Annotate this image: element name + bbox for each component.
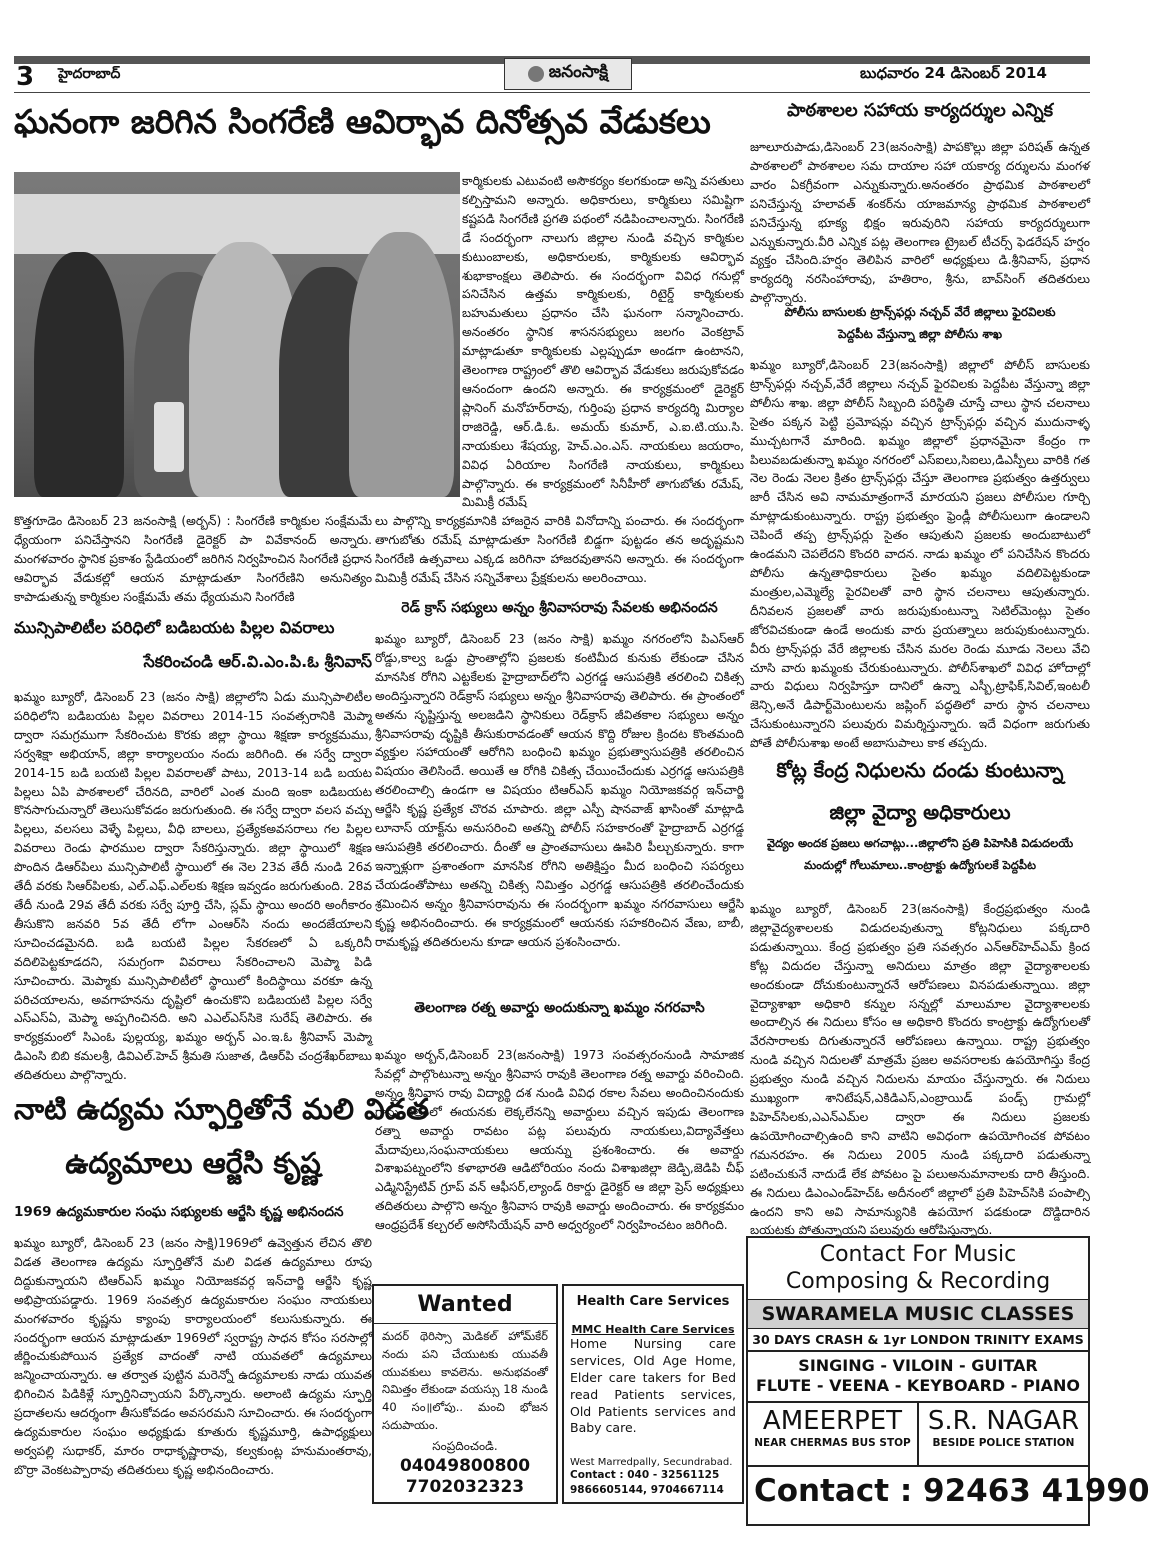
music-ad-line-1: Contact For Music <box>819 1242 1017 1267</box>
music-ad-instruments-1: SINGING - VILOIN - GUITAR <box>798 1355 1038 1375</box>
photo-person-1 <box>34 252 124 497</box>
municipal-headline-1: మున్సిపాలిటీల పరిధిలో బడిబయట పిల్లల వివరాలు <box>14 618 335 637</box>
hospital-subheadline-2: మందుల్లో గోలుమాలు..కాంట్రాక్టు ఉద్యోగులకే పెద్దపీట <box>803 858 1036 872</box>
wanted-ad-title: Wanted <box>417 1292 513 1317</box>
masthead-title: జనంసాక్షి <box>548 62 609 82</box>
police-headline-2: పెద్దపీట వేస్తున్నా జిల్లా పోలీసు శాఖ <box>837 327 1003 341</box>
municipal-headline-2: సేకరించండి ఆర్.వి.ఎం.పి.ఓ శ్రీనివాస్ <box>143 652 372 671</box>
police-story-body: ఖమ్మం బ్యూరో,డిసెంబర్ 23(జనంసాక్షి) జిల్లాలో పోలీస్ బాసులకు ట్రాన్స్‌ఫర్లు నచ్చవ్,వేరే జిల్లాలు నచ్చవ్ ఫైరవిలకు పెద్దపీట వేస్తున్నా జిల్లా పోలీసు శాఖ. జిల్లా పోలీస్ సిబ్బంది పరిస్థితి చూస్తే చాలు స్థాన చలనాలు సైతం పక్కన పెట్టి ప్రమోషన్లు వచ్చిన ట్రాన్స్‌ఫర్లు వచ్చిన ముదునాళ్ళ ముచ్చటగానే మారింది. ఖమ్మం జిల్లాలో ప్రధానమైనా కేంద్రం గా పిలువబడుతున్నా ఖమ్మం నగరంలో ఎస్ఐలు,సిఐలు,డిఎస్పీలు వారికి గత నెల రెండు నెలల క్రితం ట్రాన్స్‌ఫర్లు చేస్తూ తెలంగాణ ప్రభుత్వం ఉత్తర్వులు జారీ చేసిన అవి నామమాత్రంగానే మారయని ప్రజలు పోలీసుల గూర్చి మాట్లాడుకుంటున్నారు. రాష్ట్ర ప్రభుత్వం ఫ్రెండ్లీ పోలీసులుగా ఉండాలని చెపిందే తప్ప ట్రాన్స్‌ఫర్లు సైతం ఆపుతుని ప్రజలకు అందుబాటులో ఉండమని చెపలేదని కొందరి వాదన. నాడు ఖమ్మం లో పనిచేసిన కొందరు పోలీసు ఉన్నతాధికారులు సైతం ఖమ్మం వదిలిపెట్టకుండా మంత్రుల,ఎమ్మెల్యే పైరవిలతో వారి స్థాన చలనాలు ఆపుతున్నారు. దీనివలన ప్రజలతో వారు జరుపుకుంటున్నా సెటిల్‌మెంట్లు సైతం జోరవిచకుండా ఉండే అందుకు వారు ప్రయత్నాలు జరుపుకుంటున్నారు. వీరు ట్రాన్స్‌ఫర్లు వేరే జిల్లాలకు చేసిన మరల రెండు మూడు నెలలు వేచి చూసి వారు ఖమ్మంకు చేరుకుంటున్నారు. పోలీస్‌శాఖలో వివిధ హోదాల్లో వారు విధులు నిర్వహిస్తూ దానిలో ఉన్నా ఎస్బీ,ట్రాఫిక్,సివిల్,ఇంటలీ జెన్సి,అనే డిపార్ట్‌మెంటులను జప్లింగ్ పద్ధతిలో వారు స్థాన చలనాలు చేసుకుంటున్నారని పలువురు విమర్శిస్తున్నారు. ఇదే విధంగా జరుగుతు పోతే పోలీసుశాఖ అంటే అబాసుపాలు కాక తప్పదు. <box>750 358 1090 751</box>
photo-person-5 <box>349 232 454 497</box>
location-1-name: AMEERPET <box>762 1406 903 1437</box>
music-classes-ad <box>746 1236 1150 1526</box>
wanted-ad-body: మదర్ థెరిస్సా మెడికల్ హోమ్‌కేర్ నందు పని చేయుటకు యువతీ యువకులు కావలెను. అనుభవంతో నిమిత్తం లేకుండా వయస్సు 18 నుండి 40 సం॥లోపు.. మంచి భోజన సదుపాయం. <box>382 1329 548 1433</box>
main-story-photo <box>14 172 460 497</box>
hospital-headline-2: జిల్లా వైద్యా అధికారులు <box>829 800 1011 824</box>
health-care-ad-body: Home Nursing care services, Old Age Home, Elder care takers for Bed read Patients services, Old Patients services and Baby care. <box>570 1336 736 1436</box>
main-story-body-right: కార్మికులకు ఎటువంటి అసౌకర్యం కలగకుండా అన్ని వసతులు కల్పిస్తామని అన్నారు. అధికారులు, కార్మికులు సమిష్టిగా కష్టపడి సింగరేణి ప్రగతి పథంలో నడిపించాలన్నారు. సింగరేణి డే సందర్భంగా నాలుగు జిల్లాల నుండి వచ్చిన కార్మికుల కుటుంబాలకు, అధికారులకు, కార్మికులకు ఆవిర్భావ శుభాకాంక్షలు తెలిపారు. ఈ సందర్భంగా వివిధ గనుల్లో పనిచేసిన ఉత్తమ కార్మికులకు, రిటైర్డ్ కార్మికులకు బహుమతులు ప్రధానం చేసి ఘనంగా సన్మానించారు. అనంతరం స్థానిక శాసనసభ్యులు జలగం వెంకట్రావ్ మాట్లాడుతూ కార్మికులకు ఎల్లప్పుడూ అండగా ఉంటానని, తెలంగాణ రాష్ట్రంలో తొలి ఆవిర్భావ వేడుకలు జరుపుకోవడం ఆనందంగా ఉందని అన్నారు. ఈ కార్యక్రమంలో డైరెక్టర్ ప్లానింగ్ మనోహర్‌రావు, గుర్తింపు ప్రధాన కార్యదర్శి మిర్యాల రాజిరెడ్డి, ఆర్.డి.ఓ. అమయ్ కుమార్, ఎ.ఐ.టి.యు.సి. నాయకులు శేషయ్య, హెచ్.ఎం.ఎస్. నాయకులు జయరాం, వివిధ ఏరియాల సింగరేణి నాయకులు, కార్మికులు పాల్గొన్నారు. ఈ కార్యక్రమంలో సినీహీరో తాగుబోతు రమేష్, మిమిక్రీ రమేష్ <box>462 174 744 510</box>
header-date: బుధవారం 24 డిసెంబర్ 2014 <box>860 64 1047 82</box>
main-story-body-continued: లు పాల్గొన్ని కార్యక్రమానికి హాజరైన వారికి వినోదాన్ని పంచారు. ఈ సందర్భంగా తాగుబోతు రమేష్ మాట్లాడుతూ సింగరేణి బిడ్డగా పుట్టడం తన అదృష్టమని సింగరేణి ఉత్సవాలు ఎక్కడ జరిగినా హాజరవుతానని అన్నారు. ఈ సందర్భంగా మిమిక్రీ రమేష్ చేసిన సన్నివేశాలు ప్రేక్షకులను అలరించాయి. <box>375 514 744 585</box>
wanted-ad-phone-1: 04049800800 <box>399 1455 531 1476</box>
music-ad-location-ameerpet <box>748 1403 917 1465</box>
music-ad-instruments-2: FLUTE - VEENA - KEYBOARD - PIANO <box>755 1376 1081 1396</box>
movement-headline-1: నాటి ఉద్యమ స్ఫూర్తితోనే మలి విడత <box>14 1092 429 1126</box>
redcross-story-body: ఖమ్మం బ్యూరో, డిసెంబర్ 23 (జనం సాక్షి) ఖమ్మం నగరంలోని పిఎస్ఆర్ రోడ్డు,కాల్వ ఒడ్డు ప్రాంతాల్లోని ప్రజలకు కంటిమీద కునుకు లేకుండా చేసిన మానసిక రోగిని ఎట్టకేలకు హైద్రాబాద్‌లోని ఎర్రగడ్డ ఆసుపత్రికి తరలించి చికిత్స అందిస్తున్నారని రెడ్‌క్రాస్ సభ్యులు అన్నం శ్రీనివాసరావు తెలిపారు. ఈ ప్రాంతంలో అతను సృష్టిస్తున్న అలజడిని స్థానికులు రెడ్‌క్రాస్ జీవితకాల సభ్యులు అన్నం శ్రీనివాసరావు దృష్టికి తీసుకురావడంతో ఆయన కొద్ది రోజుల క్రిందట కొంతమంది వ్యక్తుల సహాయంతో ఆరోగిని బంధించి ఖమ్మం ప్రభుత్వాసుపత్రికి తరలించిన విషయం తెలిసిందే. అయితే ఆ రోగికి చికిత్స చేయించేందుకు ఎర్రగడ్డ ఆసుపత్రికి తరలించాల్సి ఉండగా ఆ విషయం టిఆర్ఎస్ ఖమ్మం నియోజకవర్గ ఇన్‌చార్జి ఆర్జేసి కృష్ణ ప్రత్యేక చొరవ చూపారు. జిల్లా ఎస్పీ షానవాజ్ ఖాసింతో మాట్లాడి లూనాస్ యాక్ట్‌ను అనుసరించి అతన్ని పోలీస్ సహకారంతో హైద్రాబాద్ ఎర్రగడ్డ ఆసుపత్రికి తరలించారు. దీంతో ఆ ప్రాంతవాసులు ఊపిరి పీల్చుకున్నారు. కాగా ఇన్నాళ్లుగా ప్రశాంతంగా మానసిక రోగిని అతిక్షిప్తం మీద బంధించి సపర్యలు చేయడంతోపాటు అతన్ని చికిత్స నిమిత్తం ఎర్రగడ్డ ఆసుపత్రికి తరలించేందుకు శ్రమించిన అన్నం శ్రీనివాసరావును ఈ సందర్భంగా ఖమ్మం నగరవాసులు ఆర్జేసి కృష్ణ అభినందించారు. ఈ కార్యక్రమంలో ఆయనకు సహకరించిన వేణు, బాబీ, రామకృష్ణ తదితరులను కూడా ఆయన ప్రశంసించారు. <box>375 632 744 949</box>
movement-subheadline: 1969 ఉద్యమకారుల సంఘ సభ్యులకు ఆర్జేసి కృష్ణ అభినందన <box>14 1204 344 1220</box>
masthead-logo <box>504 58 632 90</box>
hospital-headline-1: కోట్ల కేంద్ర నిధులను దండు కుంటున్నా <box>776 758 1064 782</box>
photo-trophy <box>154 402 184 472</box>
header-divider <box>14 92 1090 93</box>
wanted-ad-phone-2: 7702032323 <box>405 1477 525 1498</box>
music-ad-line-2: Composing & Recording <box>785 1268 1051 1294</box>
location-1-landmark: NEAR CHERMAS BUS STOP <box>754 1437 911 1450</box>
wanted-ad-contact-label: సంప్రదించండి. <box>432 1438 498 1453</box>
music-ad-tagline: 30 DAYS CRASH & 1yr LONDON TRINITY EXAMS <box>752 1331 1084 1347</box>
movement-headline-2: ఉద్యమాలు ఆర్జేసి కృష్ణ <box>65 1146 321 1180</box>
location-2-name: S.R. NAGAR <box>927 1406 1080 1437</box>
school-story-body: జూలూరుపాడు,డిసెంబర్ 23(జనంసాక్షి) పాపకొల్లు జిల్లా పరిషత్ ఉన్నత పాఠశాలలో పాఠశాలల సమ దాయాల సహా యకార్య దర్శులను మంగళ వారం ఏకగ్రీవంగా ఎన్నుకున్నారు.అనంతరం ప్రాథమిక పాఠశాలలో పనిచేస్తున్న హలావత్ శంకర్‌ను యాజమాన్య ప్రాథమిక పాఠశాలలో పనిచేస్తున్న భూక్య భిక్షం ఇరువురిని సహాయ కార్యదర్శులుగా ఎన్నుకున్నారు.వీరి ఎన్నిక పట్ల తెలంగాణ ట్రైబల్ టీచర్స్ ఫెడరేషన్ హర్షం వ్యక్తం చేసింది.హర్షం తెలిపిన వారిలో అధ్యక్షులు డి.శ్రీనివాస్, ప్రధాన కార్యదర్శి నరసింహారావు, హతిరాం, శ్రీను, బావ్‌సింగ్ తదితరులు పాల్గొన్నారు. <box>750 140 1090 306</box>
movement-story-body: ఖమ్మం బ్యూరో, డిసెంబర్ 23 (జనం సాక్షి)1969లో ఉవ్వెత్తున లేచిన తొలి విడత తెలంగాణ ఉద్యమ స్ఫూర్తితోనే మలి విడత ఉద్యమాలు రూపు దిద్దుకున్నాయని టిఆర్ఎస్ ఖమ్మం నియోజకవర్గ ఇన్‌చార్జి ఆర్జేసి కృష్ణ అభిప్రాయపడ్డారు. 1969 సంవత్సర ఉద్యమకారుల సంఘం నాయకులు మంగళవారం కృష్ణను క్యాంపు కార్యాలయంలో కలుసుకున్నారు. ఈ సందర్భంగా ఆయన మాట్లాడుతూ 1969లో స్వరాష్ట్ర సాధన కోసం సరసాల్లో జీర్ణించుకుపోయిన ప్రత్యేక వాదంతో నాటి యువతలో ఉద్యమాలు జన్మించాయన్నారు. ఆ తర్వాత పుట్టిన మరెన్నో ఉద్యమాలకు నాడు యువత భిగించిన పిడికిళ్లే స్ఫూర్తినిచ్చాయని పేర్కొన్నారు. అలాంటి ఉద్యమ స్ఫూర్తి ప్రదాతలను ఆదర్శంగా తీసుకోవడం అవసరమని సూచించారు. ఈ సందర్భంగా ఉద్యమకారుల సంఘం అధ్యక్షుడు కూతురు కృష్ణమూర్తి, ఉపాధ్యక్షులు అర్వపల్లి సుధాకర్, మారం రాధాకృష్ణారావు, కల్వకుంట్ల హనుమంతరావు, బొర్రా వెంకటప్పారావు తదితరులు కృష్ణ అభినందించారు. <box>14 1236 372 1477</box>
music-ad-school-name: SWARAMELA MUSIC CLASSES <box>748 1299 1088 1329</box>
redcross-headline: రెడ్ క్రాస్ సభ్యులు అన్నం శ్రీనివాసరావు సేవలకు అభినందన <box>401 600 718 616</box>
health-care-ad <box>562 1284 744 1504</box>
hospital-story-body: ఖమ్మం బ్యూరో, డిసెంబర్ 23(జనంసాక్షి) కేంద్రప్రభుత్వం నుండి జిల్లావైద్యశాలలకు విడుదలవుతున్నా కోట్లనిధులు పక్కదారి పడుతున్నాయి. కేంద్ర ప్రభుత్వం ప్రతి సవత్సరం ఎన్ఆర్‌హెచ్ఎమ్ క్రింద కోట్ల విదుదల చేస్తున్నా అనిదులు మాత్రం జిల్లా వైద్యాశాలలకు అందకుండా దోచుకుంటున్నారనే ఆరోపణలు వినపడుతున్నాయి. జిల్లా వైద్యాశాఖా అధికారి కన్నుల సన్నల్లో మాలుమాల వైద్యాశాలలకు అందాల్సిన ఈ నిదులు కోసం ఆ అధికారి కొందరు కాంట్రాక్టు ఉద్యోగులతో వేరసారాలకు దిగుతున్నారనే ఆరోపణలు ఉన్నాయి. రాష్ట్ర ప్రభుత్వం నుండి వచ్చిన నిదులతో మాత్రమే ప్రజల అవసరాలకు ఉపయోగిస్తు కేంద్ర ప్రభుత్వం నుండి వచ్చిన నిదులను మాయం చేస్తున్నారు. ఈ నిదులు ముఖ్యంగా శానిటేషన్,ఎకిడిఎస్,ఎంబ్రాయిడ్ పండ్స్ గ్రామల్లో పిహెచ్‌సిలకు,ఎఎన్‌ఎమ్‌ల ద్వారా ఈ నిదులు ప్రజలకు ఉపయోగించాల్సిఉంది కాని వాటిని అవిధంగా ఉపయోగించక పోవటం గమనరహం. ఈ నిదులు 2005 నుండి పక్కదారి పడుతున్నా పటించుకునే నాదుడే లేక పోవటం పై పలుఅనుమానాలకు దారి తీస్తుంది. ఈ నిదులు డిఎంఎండ్‌హెచ్‌ఓ అదీనంలో జిల్లాలో ప్రతి పిహెచ్‌సికి పంపాల్సి ఉందని కాని అవి సామాన్యునికి ఉపయోగ పడకుండా దొడ్డిదారిన బయటకు పోతున్నాయని పలువురు ఆరోపిస్తున్నారు. <box>750 902 1090 1238</box>
location-2-landmark: BESIDE POLICE STATION <box>932 1437 1075 1450</box>
health-care-ad-address: West Marredpally, Secundrabad. <box>570 1457 733 1469</box>
wanted-ad-divider <box>374 1323 556 1324</box>
masthead-emblem-icon <box>528 66 544 82</box>
page-number: 3 <box>16 62 35 92</box>
award-story-body: ఖమ్మం అర్బన్,డిసెంబర్ 23(జనంసాక్షి) 1973 సంవత్సరంనుండి సామాజిక సేవల్లో పాల్గొంటున్నా అన్నం శ్రీనివాస రావుకి తెలంగాణ రత్న అవార్డు వరించింది. అన్నం శ్రీనివాస రావు విద్యార్థి దశ నుండి వివిధ రకాల సేవలు అందించినందుకు గాను గతంలో ఈయనకు లెక్కలేనన్ని అవార్డులు వచ్చిన ఇపుడు తెలంగాణ రత్నా అవార్డు రావటం పట్ల పలువురు నాయకులు,విద్యావేత్తలు మేదావులు,సంఘనాయకులు ఆయన్ను ప్రశంశించారు. ఈ అవార్డు విశాఖపట్నంలోని కళాభారతి ఆడిటోరియం నందు విశాఖజిల్లా జెడ్పి,జెడిపి చీఫ్ ఎడ్మినిస్ట్రేటివ్ గ్రూప్ వన్ ఆఫీసర్,ల్యాండ్ రికార్డు డైరెక్టర్ ఆ జిల్లా ప్రెస్ అధ్యక్షులు తదితరులు పాల్గొని అన్నం శ్రీనివాస రావుకి అవార్డు అందించారు. ఈ కార్యక్రమం ఆంధ్రప్రదేశ్ కల్చరల్ అసోసియేషన్ వారి అధ్వర్యంలో నిర్వహించటం జరిగింది. <box>375 1048 744 1233</box>
health-care-ad-phones: 9866605144, 9704667114 <box>570 1483 724 1496</box>
header-city: హైదరాబాద్ <box>58 66 121 82</box>
music-ad-contact: Contact : 92463 41990 <box>748 1465 1088 1515</box>
health-care-ad-title: Health Care Services <box>576 1294 730 1309</box>
police-headline-1: పోలీసు బాసులకు ట్రాన్స్‌ఫర్లు నచ్చవ్ వేరే జిల్లాలు ఫైరవిలకు <box>784 305 1056 319</box>
wanted-ad <box>372 1284 558 1504</box>
main-story-body-left: కొత్తగూడెం డిసెంబర్ 23 జనంసాక్షి (అర్బన్) : సింగరేణి కార్మికుల సంక్షేమమే ధ్యేయంగా పనిచేస్తానని సింగరేణి డైరెక్టర్ పా వివేకానంద్ అన్నారు. మంగళవారం స్థానిక ప్రకాశం స్టేడియంలో జరిగిన నిర్వహించిన సింగరేణి ప్రధాన ఆవిర్భావ వేడుకల్లో ఆయన మాట్లాడుతూ సింగరేణిని అనునిత్యం కాపాడుతున్న కార్మికుల సంక్షేమమే తమ ధ్యేయమని సింగరేణి <box>14 514 372 604</box>
school-headline: పాఠశాలల సహాయ కార్యదర్శుల ఎన్నిక <box>786 100 1054 121</box>
main-headline: ఘనంగా జరిగిన సింగరేణి ఆవిర్భావ దినోత్సవ వేడుకలు <box>14 102 711 141</box>
music-ad-location-sr-nagar <box>917 1403 1088 1465</box>
health-care-ad-contact: Contact : 040 - 32561125 <box>570 1469 720 1482</box>
music-ad-locations <box>748 1401 1088 1465</box>
award-headline: తెలంగాణ రత్న అవార్డు అందుకున్నా ఖమ్మం నగరవాసి <box>414 1000 705 1016</box>
hospital-subheadline-1: వైద్యం అందక ప్రజలు అగచాట్లు...జిల్లాలోని ప్రతి పిహెసికి విడుదలయే <box>766 836 1074 850</box>
municipal-story-body: ఖమ్మం బ్యూరో, డిసెంబర్ 23 (జనం సాక్షి) జిల్లాలోని ఏడు మున్సిపాలిటీల పరిధిలోని బడిబయట పిల్లల వివరాలు 2014-15 సంవత్సరానికి మెప్మా ద్వారా సమగ్రముగా సేకరించుట కొరకు జిల్లా స్థాయి శిక్షణా కార్యక్రమము, సర్వశిక్షా అభియాన్, జిల్లా కార్యాలయం నందు జరిగింది. ఈ సర్వే ద్వారా 2014-15 బడి బయటి పిల్లల వివరాలతో పాటు, 2013-14 బడి బయట పిల్లలు ఏపి పాఠశాలలో చేరినది, వారిలో ఎంత మంది ఇంకా బడిబయట కొనసాగుచున్నారో తెలుసుకోవడం జరుగుతుంది. ఈ సర్వే ద్వారా వలస వచ్చు పిల్లలు, వలసలు వెళ్ళే పిల్లలు, వీధి బాలలు, ప్రత్యేకఅవసరాలు గల పిల్లల వివరాలు రెండు ఫారముల ద్వారా సేకరిస్తున్నారు. జిల్లా స్థాయిలో శిక్షణ పొందిన డిఆర్‌పిలు మున్సిపాలిటీ స్థాయిలో ఈ నెల 23వ తేదీ నుండి 26వ తేదీ వరకు సిఆర్‌పిలకు, ఎల్.ఎఫ్.ఎల్‌లకు శిక్షణ ఇవ్వడం జరుగుతుంది. 28వ తేదీ నుండి 29వ తేదీ వరకు సర్వే పూర్తి చేసి, స్లమ్ స్థాయి అందరి అంగీకారం తీసుకొని జనవరి 5వ తేదీ లోగా ఎంఆర్‌సి నందు అందజేయాలని సూచించడమైనది. బడి బయటి పిల్లల సేకరణలో ఏ ఒక్కరినీ వదిలిపెట్టకూడదని, సమగ్రంగా వివరాలు సేకరించాలని మెప్మా పిడి సూచించారు. మెప్మాకు మున్సిపాలిటీలో స్థాయిలో కిందిస్థాయి వరకూ ఉన్న పరిచయాలను, అవగాహనను దృష్టిలో ఉంచుకొని బడిబయటి పిల్లల సర్వే ఎస్ఎస్ఏ, మెప్మా అప్పగించినది. అని ఎఎల్ఎస్‌సికె సురేష్ తెలిపారు. ఈ కార్యక్రమంలో సిఎంఓ పుల్లయ్య, ఖమ్మం అర్బన్ ఎం.ఇ.ఓ శ్రీనివాస్ మెప్మా డిఎంసి బిబి కమలశ్రీ, డివిఎల్.హెచ్ శ్రీమతి సుజాత, డిఆర్‌పి చంద్రశేఖర్‌బాబు తదితరులు పాల్గొన్నారు. <box>14 690 372 1083</box>
health-care-ad-subtitle: MMC Health Care Services <box>571 1323 735 1336</box>
